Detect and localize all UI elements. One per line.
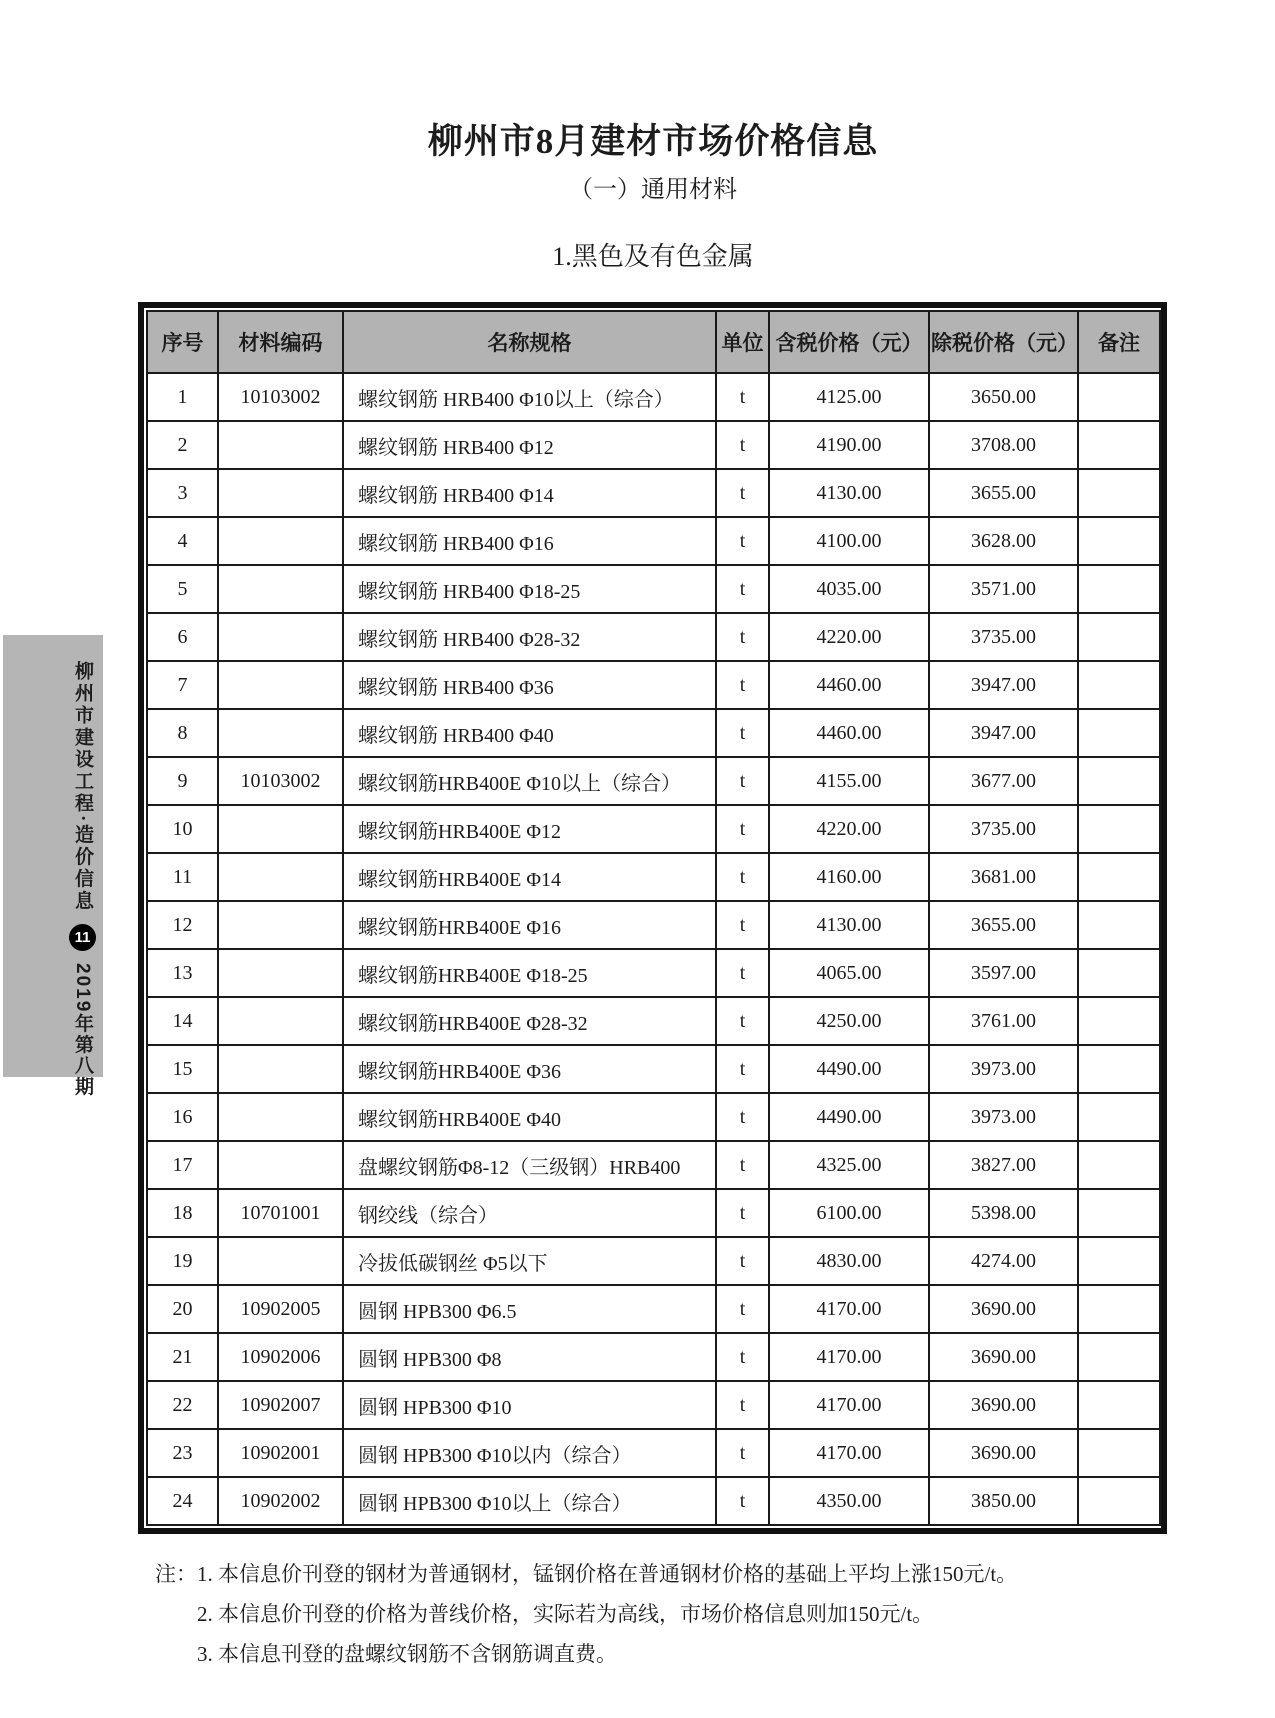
cell-price-with-tax: 4490.00 (769, 1093, 929, 1141)
price-table-frame (138, 302, 1167, 1534)
table-row (147, 1429, 1160, 1477)
cell-no: 22 (147, 1381, 218, 1429)
note-items (197, 1554, 1168, 1674)
table-body (147, 373, 1160, 1525)
cell-remark (1078, 757, 1160, 805)
cell-unit: t (716, 757, 769, 805)
cell-name: 螺纹钢筋HRB400E Φ10以上（综合） (343, 757, 716, 805)
cell-unit: t (716, 613, 769, 661)
cell-price-with-tax: 4220.00 (769, 613, 929, 661)
table-row (147, 613, 1160, 661)
cell-price-with-tax: 4130.00 (769, 901, 929, 949)
cell-name: 钢绞线（综合） (343, 1189, 716, 1237)
table-row (147, 997, 1160, 1045)
cell-no: 4 (147, 517, 218, 565)
cell-price-without-tax: 3761.00 (929, 997, 1078, 1045)
cell-unit: t (716, 421, 769, 469)
cell-price-without-tax: 3735.00 (929, 613, 1078, 661)
cell-no: 2 (147, 421, 218, 469)
table-row (147, 1141, 1160, 1189)
cell-no: 16 (147, 1093, 218, 1141)
cell-unit: t (716, 469, 769, 517)
cell-no: 19 (147, 1237, 218, 1285)
cell-remark (1078, 1093, 1160, 1141)
cell-remark (1078, 1285, 1160, 1333)
column-header-4: 含税价格（元） (769, 311, 929, 373)
cell-name: 螺纹钢筋 HRB400 Φ16 (343, 517, 716, 565)
column-header-5: 除税价格（元） (929, 311, 1078, 373)
cell-price-without-tax: 3655.00 (929, 901, 1078, 949)
cell-no: 23 (147, 1429, 218, 1477)
cell-unit: t (716, 517, 769, 565)
table-row (147, 1189, 1160, 1237)
cell-remark (1078, 1189, 1160, 1237)
cell-no: 15 (147, 1045, 218, 1093)
cell-name: 螺纹钢筋 HRB400 Φ36 (343, 661, 716, 709)
cell-unit: t (716, 1381, 769, 1429)
cell-unit: t (716, 1333, 769, 1381)
cell-no: 21 (147, 1333, 218, 1381)
cell-price-with-tax: 4170.00 (769, 1285, 929, 1333)
cell-code (218, 1093, 343, 1141)
cell-code (218, 421, 343, 469)
table-row (147, 421, 1160, 469)
cell-name: 盘螺纹钢筋Φ8-12（三级钢）HRB400 (343, 1141, 716, 1189)
cell-name: 冷拔低碳钢丝 Φ5以下 (343, 1237, 716, 1285)
cell-remark (1078, 517, 1160, 565)
cell-no: 6 (147, 613, 218, 661)
cell-name: 螺纹钢筋HRB400E Φ18-25 (343, 949, 716, 997)
cell-price-with-tax: 4160.00 (769, 853, 929, 901)
page-subtitle: （一）通用材料 (569, 177, 737, 203)
cell-name: 圆钢 HPB300 Φ6.5 (343, 1285, 716, 1333)
cell-remark (1078, 613, 1160, 661)
cell-remark (1078, 709, 1160, 757)
document-body (138, 0, 1168, 1674)
cell-unit: t (716, 949, 769, 997)
cell-remark (1078, 565, 1160, 613)
cell-remark (1078, 949, 1160, 997)
cell-name: 圆钢 HPB300 Φ8 (343, 1333, 716, 1381)
cell-code (218, 1141, 343, 1189)
cell-code (218, 469, 343, 517)
cell-code (218, 613, 343, 661)
cell-price-without-tax: 3690.00 (929, 1381, 1078, 1429)
table-row (147, 853, 1160, 901)
cell-remark (1078, 469, 1160, 517)
cell-unit: t (716, 901, 769, 949)
cell-code: 10103002 (218, 373, 343, 421)
journal-title-vertical: 柳州市建设工程·造价信息 (72, 661, 93, 913)
journal-side-tab (3, 635, 103, 1098)
cell-name: 螺纹钢筋HRB400E Φ12 (343, 805, 716, 853)
cell-no: 18 (147, 1189, 218, 1237)
cell-unit: t (716, 997, 769, 1045)
cell-code: 10902007 (218, 1381, 343, 1429)
cell-name: 螺纹钢筋HRB400E Φ14 (343, 853, 716, 901)
table-row (147, 1333, 1160, 1381)
table-row (147, 1093, 1160, 1141)
cell-unit: t (716, 1093, 769, 1141)
cell-code (218, 901, 343, 949)
cell-price-without-tax: 3597.00 (929, 949, 1078, 997)
cell-price-with-tax: 4170.00 (769, 1429, 929, 1477)
cell-code: 10701001 (218, 1189, 343, 1237)
cell-price-without-tax: 3690.00 (929, 1285, 1078, 1333)
cell-no: 20 (147, 1285, 218, 1333)
cell-code: 10902006 (218, 1333, 343, 1381)
price-table (146, 310, 1161, 1526)
cell-price-with-tax: 4460.00 (769, 709, 929, 757)
table-row (147, 757, 1160, 805)
cell-unit: t (716, 1045, 769, 1093)
cell-price-without-tax: 3947.00 (929, 709, 1078, 757)
cell-price-without-tax: 3628.00 (929, 517, 1078, 565)
cell-unit: t (716, 805, 769, 853)
cell-code (218, 805, 343, 853)
column-header-0: 序号 (147, 311, 218, 373)
cell-price-with-tax: 4490.00 (769, 1045, 929, 1093)
cell-price-without-tax: 3690.00 (929, 1333, 1078, 1381)
cell-remark (1078, 421, 1160, 469)
cell-price-with-tax: 4125.00 (769, 373, 929, 421)
cell-name: 圆钢 HPB300 Φ10 (343, 1381, 716, 1429)
notes (138, 1554, 1168, 1674)
cell-price-without-tax: 3571.00 (929, 565, 1078, 613)
cell-remark (1078, 373, 1160, 421)
cell-price-without-tax: 5398.00 (929, 1189, 1078, 1237)
cell-no: 14 (147, 997, 218, 1045)
cell-no: 3 (147, 469, 218, 517)
cell-unit: t (716, 565, 769, 613)
cell-unit: t (716, 1429, 769, 1477)
cell-name: 螺纹钢筋 HRB400 Φ14 (343, 469, 716, 517)
cell-price-with-tax: 4325.00 (769, 1141, 929, 1189)
cell-no: 12 (147, 901, 218, 949)
cell-price-with-tax: 4190.00 (769, 421, 929, 469)
cell-unit: t (716, 373, 769, 421)
table-row (147, 1237, 1160, 1285)
table-row (147, 469, 1160, 517)
cell-no: 1 (147, 373, 218, 421)
cell-price-with-tax: 4170.00 (769, 1381, 929, 1429)
cell-no: 5 (147, 565, 218, 613)
cell-unit: t (716, 1237, 769, 1285)
cell-code (218, 565, 343, 613)
cell-remark (1078, 661, 1160, 709)
cell-no: 7 (147, 661, 218, 709)
table-row (147, 1285, 1160, 1333)
cell-unit: t (716, 1189, 769, 1237)
table-header-row (147, 311, 1160, 373)
cell-remark (1078, 1141, 1160, 1189)
cell-no: 9 (147, 757, 218, 805)
cell-price-with-tax: 4155.00 (769, 757, 929, 805)
column-header-6: 备注 (1078, 311, 1160, 373)
cell-price-without-tax: 3677.00 (929, 757, 1078, 805)
table-row (147, 805, 1160, 853)
column-header-2: 名称规格 (343, 311, 716, 373)
cell-name: 螺纹钢筋HRB400E Φ16 (343, 901, 716, 949)
cell-remark (1078, 901, 1160, 949)
cell-remark (1078, 1381, 1160, 1429)
table-row (147, 517, 1160, 565)
cell-name: 螺纹钢筋 HRB400 Φ12 (343, 421, 716, 469)
cell-code (218, 1237, 343, 1285)
cell-price-without-tax: 3708.00 (929, 421, 1078, 469)
cell-remark (1078, 805, 1160, 853)
cell-price-with-tax: 4065.00 (769, 949, 929, 997)
cell-price-with-tax: 6100.00 (769, 1189, 929, 1237)
cell-price-with-tax: 4350.00 (769, 1477, 929, 1525)
note-item: 3. 本信息刊登的盘螺纹钢筋不含钢筋调直费。 (197, 1642, 617, 1666)
cell-code: 10103002 (218, 757, 343, 805)
cell-price-with-tax: 4170.00 (769, 1333, 929, 1381)
note-item: 2. 本信息价刊登的价格为普线价格，实际若为高线，市场价格信息则加150元/t。 (197, 1602, 934, 1626)
cell-price-without-tax: 3827.00 (929, 1141, 1078, 1189)
table-row (147, 1381, 1160, 1429)
table-row (147, 565, 1160, 613)
cell-name: 螺纹钢筋 HRB400 Φ40 (343, 709, 716, 757)
cell-price-without-tax: 3947.00 (929, 661, 1078, 709)
cell-price-with-tax: 4250.00 (769, 997, 929, 1045)
cell-price-without-tax: 3650.00 (929, 373, 1078, 421)
cell-code (218, 997, 343, 1045)
page-title: 柳州市8月建材市场价格信息 (427, 122, 879, 161)
cell-remark (1078, 1333, 1160, 1381)
cell-code: 10902002 (218, 1477, 343, 1525)
cell-name: 圆钢 HPB300 Φ10以内（综合） (343, 1429, 716, 1477)
note-item: 1. 本信息价刊登的钢材为普通钢材，锰钢价格在普通钢材价格的基础上平均上涨150元/t。 (197, 1562, 1018, 1586)
cell-remark (1078, 997, 1160, 1045)
table-row (147, 901, 1160, 949)
cell-unit: t (716, 1285, 769, 1333)
cell-price-with-tax: 4460.00 (769, 661, 929, 709)
table-row (147, 661, 1160, 709)
table-row (147, 949, 1160, 997)
cell-name: 螺纹钢筋HRB400E Φ36 (343, 1045, 716, 1093)
cell-price-with-tax: 4130.00 (769, 469, 929, 517)
cell-code (218, 517, 343, 565)
cell-price-without-tax: 3681.00 (929, 853, 1078, 901)
cell-price-without-tax: 3655.00 (929, 469, 1078, 517)
cell-price-without-tax: 3973.00 (929, 1093, 1078, 1141)
issue-number-badge: 11 (69, 924, 96, 951)
section-heading: 1.黑色及有色金属 (552, 242, 754, 271)
cell-no: 11 (147, 853, 218, 901)
issue-year-text: 2019年第八期 (72, 963, 93, 1098)
cell-remark (1078, 853, 1160, 901)
cell-unit: t (716, 853, 769, 901)
cell-code (218, 853, 343, 901)
cell-code (218, 949, 343, 997)
cell-unit: t (716, 1141, 769, 1189)
cell-price-without-tax: 3690.00 (929, 1429, 1078, 1477)
cell-no: 17 (147, 1141, 218, 1189)
cell-price-without-tax: 3973.00 (929, 1045, 1078, 1093)
cell-remark (1078, 1045, 1160, 1093)
cell-price-with-tax: 4100.00 (769, 517, 929, 565)
cell-no: 8 (147, 709, 218, 757)
cell-code (218, 1045, 343, 1093)
cell-price-without-tax: 4274.00 (929, 1237, 1078, 1285)
cell-code: 10902005 (218, 1285, 343, 1333)
cell-remark (1078, 1237, 1160, 1285)
cell-code (218, 661, 343, 709)
cell-price-without-tax: 3850.00 (929, 1477, 1078, 1525)
cell-no: 10 (147, 805, 218, 853)
cell-no: 24 (147, 1477, 218, 1525)
notes-label: 注： (155, 1562, 197, 1586)
cell-price-with-tax: 4035.00 (769, 565, 929, 613)
column-header-1: 材料编码 (218, 311, 343, 373)
cell-name: 螺纹钢筋HRB400E Φ40 (343, 1093, 716, 1141)
table-row (147, 373, 1160, 421)
cell-code: 10902001 (218, 1429, 343, 1477)
table-row (147, 1045, 1160, 1093)
cell-name: 螺纹钢筋 HRB400 Φ10以上（综合） (343, 373, 716, 421)
cell-no: 13 (147, 949, 218, 997)
table-header (147, 311, 1160, 373)
cell-remark (1078, 1429, 1160, 1477)
cell-name: 螺纹钢筋 HRB400 Φ18-25 (343, 565, 716, 613)
column-header-3: 单位 (716, 311, 769, 373)
cell-code (218, 709, 343, 757)
cell-unit: t (716, 661, 769, 709)
cell-price-without-tax: 3735.00 (929, 805, 1078, 853)
cell-name: 圆钢 HPB300 Φ10以上（综合） (343, 1477, 716, 1525)
cell-remark (1078, 1477, 1160, 1525)
table-row (147, 1477, 1160, 1525)
journal-side-rail (69, 661, 96, 1098)
cell-unit: t (716, 709, 769, 757)
cell-price-with-tax: 4220.00 (769, 805, 929, 853)
cell-name: 螺纹钢筋 HRB400 Φ28-32 (343, 613, 716, 661)
cell-price-with-tax: 4830.00 (769, 1237, 929, 1285)
cell-unit: t (716, 1477, 769, 1525)
cell-name: 螺纹钢筋HRB400E Φ28-32 (343, 997, 716, 1045)
table-row (147, 709, 1160, 757)
